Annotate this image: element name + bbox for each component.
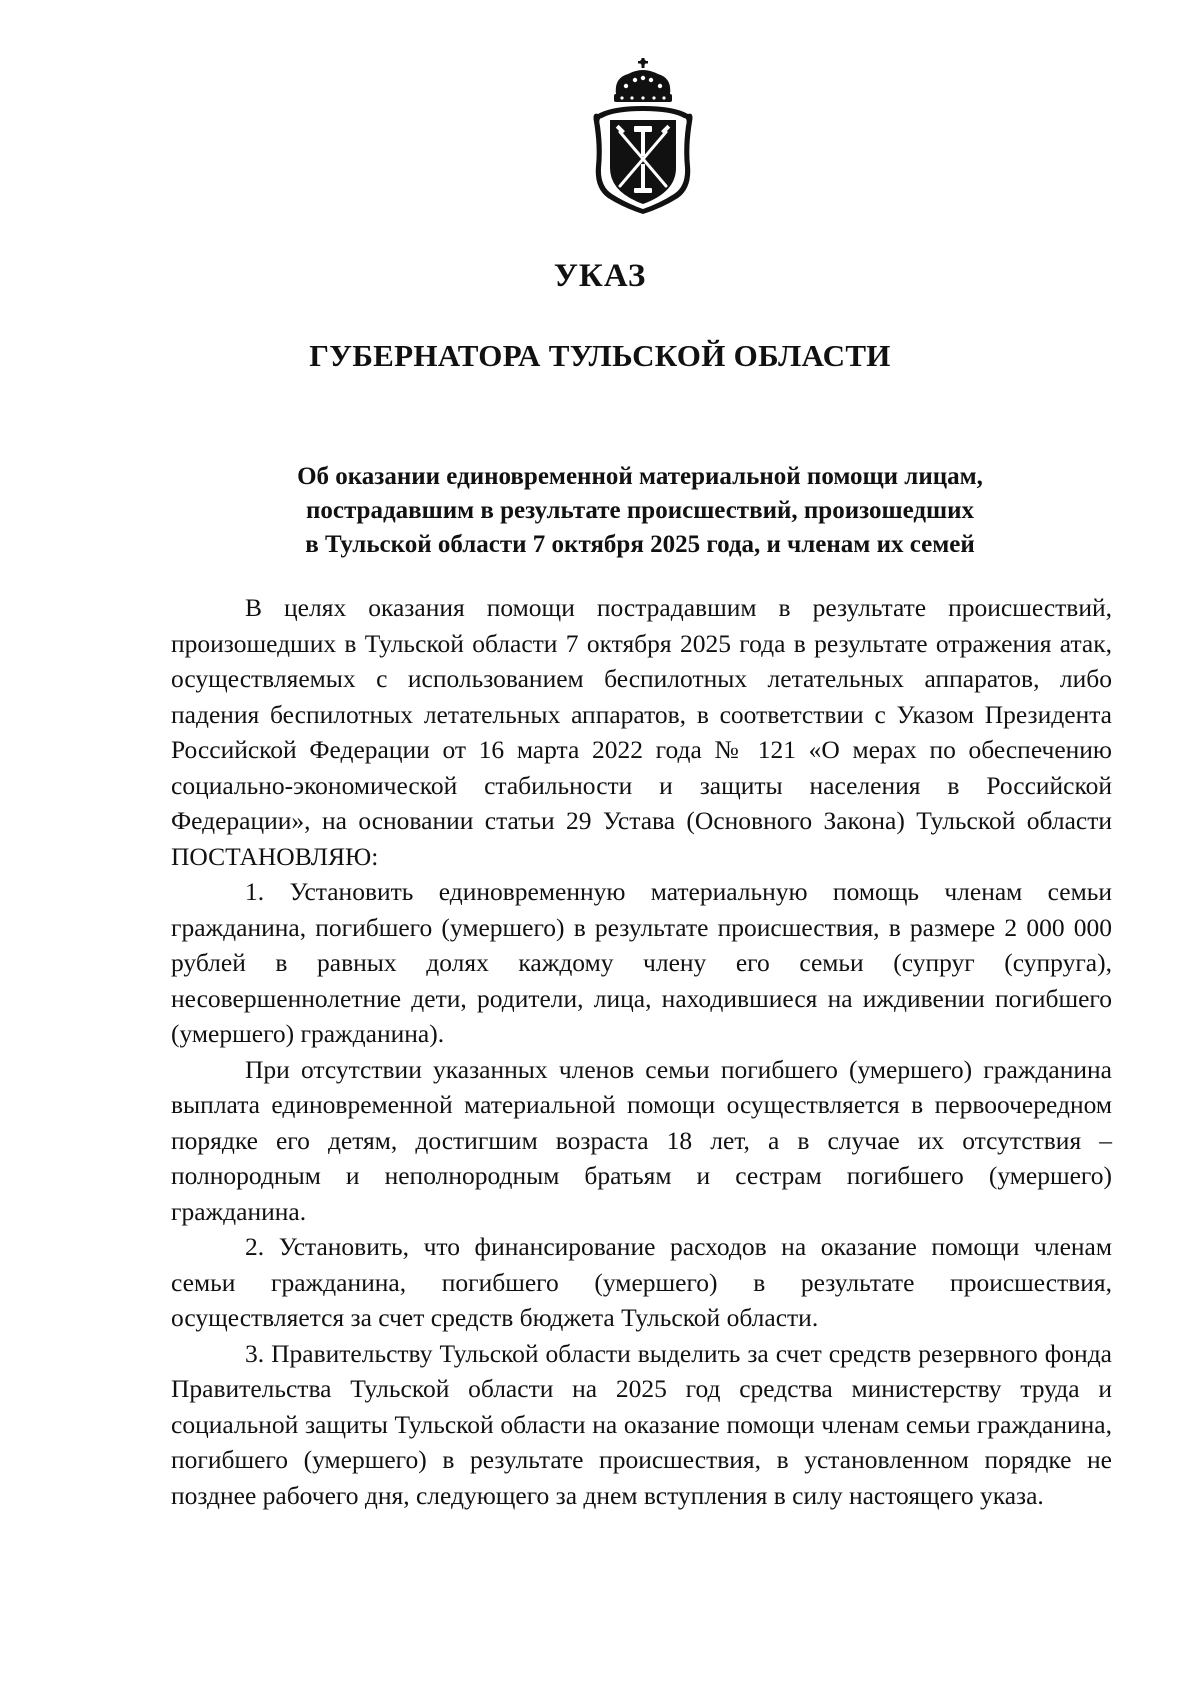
clause-2-paragraph: 2. Установить, что финансирование расходов на оказание помощи членам семьи гражданина, погибшего (умершего) в результате происшествия, осуществляется за счет средств бюджета Тульской области. <box>171 1232 1112 1332</box>
coat-of-arms-icon <box>588 56 698 216</box>
subject-line: в Тульской области 7 октября 2025 года, и членам их семей <box>305 531 975 558</box>
subject-line: пострадавшим в результате происшествий, произошедших <box>305 497 975 524</box>
clause-3-paragraph: 3. Правительству Тульской области выделить за счет средств резервного фонда Правительства Тульской области на 2025 год средства министерству труда и социальной защиты Тульской области на оказание помощи членам семьи гражданина, погибшего (умершего) в результате происшествия, в установленном порядке не позднее рабочего дня, следующего за днем вступления в силу настоящего указа. <box>171 1338 1112 1510</box>
document-body <box>171 590 1112 1513</box>
document-type-heading: УКАЗ <box>553 258 647 294</box>
issuing-authority-heading: ГУБЕРНАТОРА ТУЛЬСКОЙ ОБЛАСТИ <box>309 338 891 373</box>
clause-1-continuation-paragraph: При отсутствии указанных членов семьи погибшего (умершего) гражданина выплата единовременной материальной помощи осуществляется в первоочередном порядке его детям, достигшим возраста 18 лет, а в случае их отсутствия – полнородным и неполнородным братьям и сестрам погибшего (умершего) гражданина. <box>171 1054 1112 1226</box>
clause-1-paragraph: 1. Установить единовременную материальную помощь членам семьи гражданина, погибшего (умершего) в результате происшествия, в размере 2 000 000 рублей в равных долях каждому члену его семьи (супруг (супруга), несовершеннолетние дети, родители, лица, находившиеся на иждивении погибшего (умершего) гражданина). <box>171 877 1112 1048</box>
subject-line: Об оказании единовременной материальной помощи лицам, <box>297 463 983 490</box>
document-subject <box>190 460 1090 562</box>
preamble-paragraph: В целях оказания помощи пострадавшим в результате происшествий, произошедших в Тульской области 7 октября 2025 года в результате отражения атак, осуществляемых с использованием беспилотных летательных аппаратов, либо падения беспилотных летательных аппаратов, в соответствии с Указом Президента Российской Федерации от 16 марта 2022 года № 121 «О мерах по обеспечению социально-экономической стабильности и защиты населения в Российской Федерации», на основании статьи 29 Устава (Основного Закона) Тульской области ПОСТАНОВЛЯЮ: <box>171 593 1112 871</box>
